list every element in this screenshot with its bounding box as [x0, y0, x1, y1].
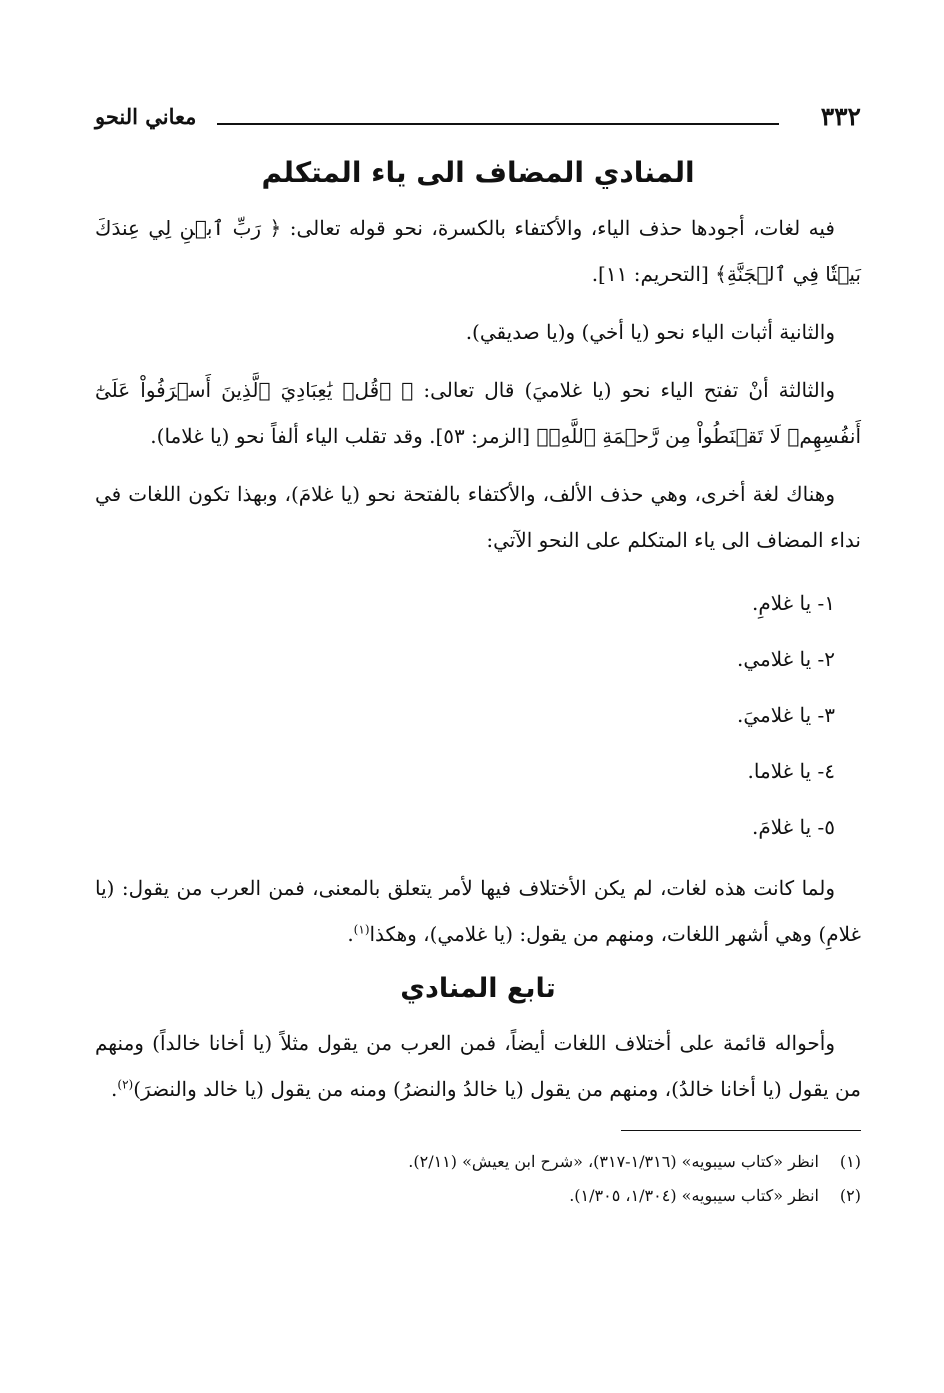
- paragraph-4: وهناك لغة أخرى، وهي حذف الألف، والأكتفاء بالفتحة نحو (يا غلامَ)، وبهذا تكون اللغات في نداء المضاف الى ياء المتكلم على النحو الآتي:: [95, 482, 861, 552]
- quran-quote: ﴿ رَبِّ ٱبۡنِ لِي عِندَكَ بَيۡتٗا فِي ٱلۡجَنَّةِ﴾: [95, 216, 861, 286]
- footnote: [95, 1145, 861, 1179]
- footnote-reference[interactable]: (١): [353, 922, 370, 937]
- book-page: [95, 96, 861, 1336]
- footnote-marker: (٢): [839, 1186, 861, 1205]
- paragraph-1: [95, 205, 861, 297]
- quran-reference: [الزمر: ٥٣]. وقد تقلب الياء ألفاً نحو (يا غلاما).: [150, 424, 537, 448]
- sentence-end: .: [111, 1077, 118, 1101]
- list-item: ٣- يا غلاميَ.: [736, 703, 835, 727]
- book-title: معاني النحو: [95, 104, 197, 129]
- list-item: ١- يا غلامِ.: [751, 591, 835, 615]
- paragraph-3: [95, 367, 861, 459]
- paragraph-text: ولما كانت هذه لغات، لم يكن الأختلاف فيها لأمر يتعلق بالمعنى، فمن العرب من يقول: (يا غلامِ) وهي أشهر اللغات، ومنهم من يقول: (يا غلامي)، وهكذا: [95, 876, 861, 946]
- header-rule: [217, 123, 779, 125]
- quran-reference: [التحريم: ١١].: [591, 262, 716, 286]
- list-item: ٤- يا غلاما.: [747, 759, 835, 783]
- quran-quote: ﴿ ۞قُلۡ يَٰعِبَادِيَ ٱلَّذِينَ أَسۡرَفُواْ عَلَىٰٓ أَنفُسِهِمۡ لَا تَقۡنَطُواْ مِن رَّحۡمَةِ ٱللَّهِۚ﴾: [95, 378, 861, 448]
- paragraph-text: والثالثة أنْ تفتح الياء نحو (يا غلاميَ) قال تعالى:: [413, 378, 835, 402]
- paragraph-5: [95, 865, 861, 957]
- page-number: ٣٣٢: [820, 102, 861, 131]
- footnote-reference[interactable]: (٢): [117, 1077, 134, 1092]
- paragraph-6: [95, 1020, 861, 1112]
- paragraph-2: والثانية أثبات الياء نحو (يا أخي) و(يا صديقي).: [465, 320, 835, 344]
- footnote-text: انظر «كتاب سيبويه» (١/٣٠٤، ١/٣٠٥).: [569, 1186, 819, 1205]
- vocative-forms-list: [95, 575, 861, 855]
- paragraph-text: وأحواله قائمة على أختلاف اللغات أيضاً، فمن العرب من يقول مثلاً (يا أخانا خالداً) ومنهم من يقول (يا أخانا خالدُ)، ومنهم من يقول (يا خالدُ والنضرُ) ومنه من يقول (يا خالد والنضرَ): [95, 1031, 861, 1101]
- footnote-marker: (١): [839, 1152, 861, 1171]
- list-item: ٢- يا غلامي.: [736, 647, 835, 671]
- list-item: ٥- يا غلامَ.: [751, 815, 835, 839]
- running-head: [95, 96, 861, 144]
- section-title: تابع المنادي: [400, 973, 556, 1004]
- footnote: [95, 1179, 861, 1213]
- footnote-divider: [621, 1130, 861, 1131]
- paragraph-text: فيه لغات، أجودها حذف الياء، والأكتفاء بالكسرة، نحو قوله تعالى:: [281, 216, 835, 240]
- sentence-end: .: [347, 922, 354, 946]
- footnote-text: انظر «كتاب سيبويه» (١/٣١٦-٣١٧)، «شرح ابن يعيش» (٢/١١).: [408, 1152, 819, 1171]
- section-title: المنادي المضاف الى ياء المتكلم: [261, 156, 695, 189]
